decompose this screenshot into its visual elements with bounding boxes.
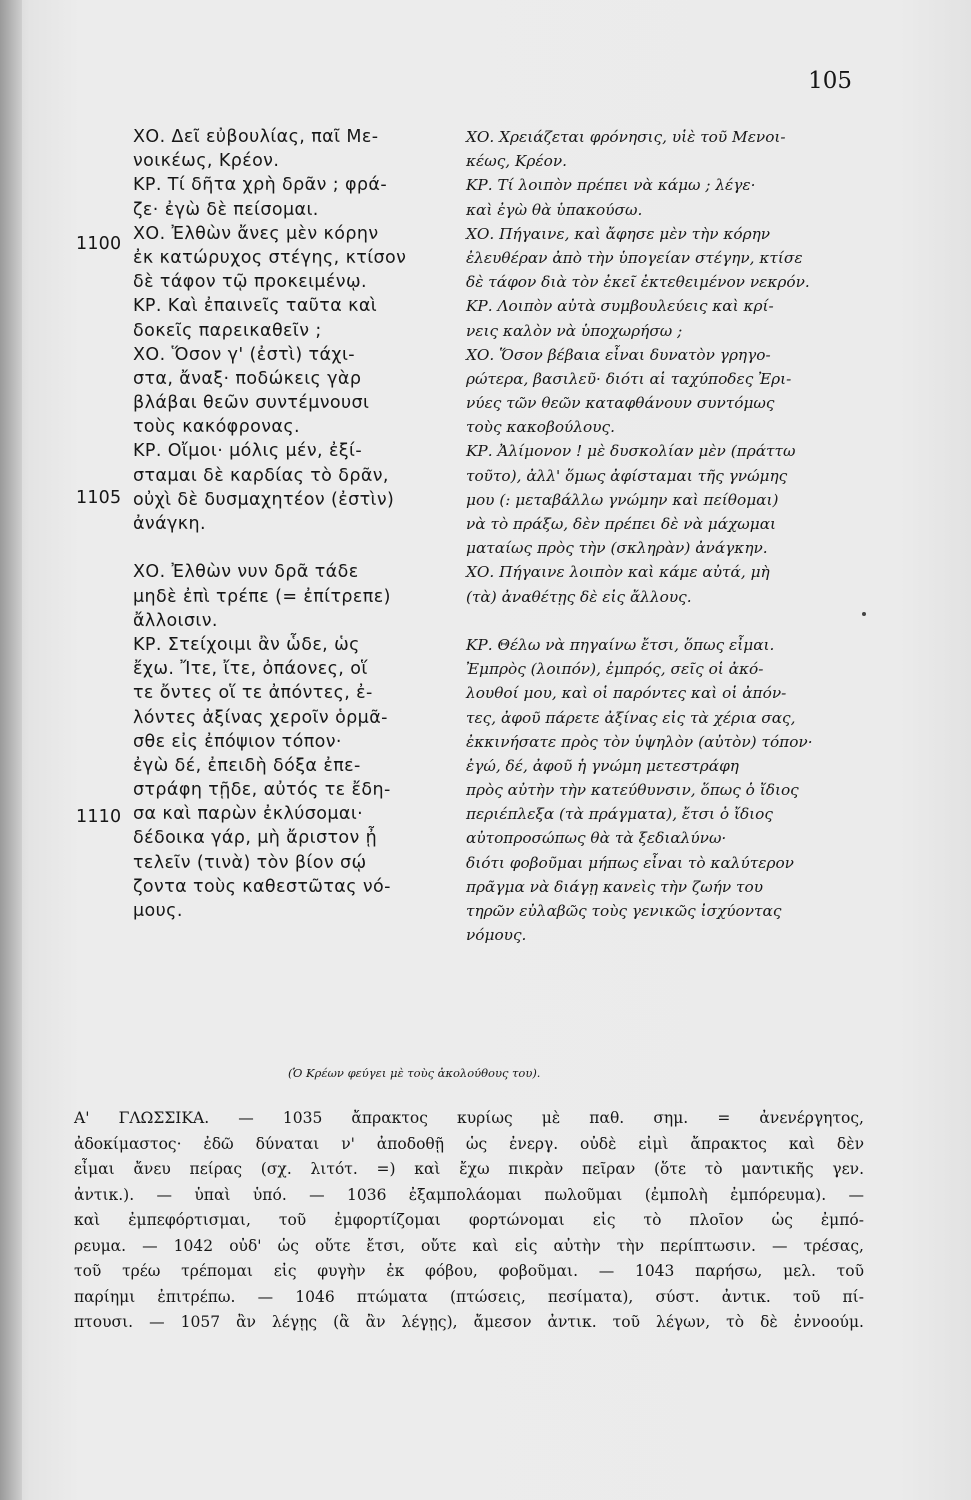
greek-line: ΧΟ. Ἐλθὼν ἄνες μὲν κόρην	[133, 223, 379, 244]
translation-line: ΚΡ. Λοιπὸν αὐτὰ συμβουλεύεις καὶ κρί-	[466, 297, 774, 316]
greek-line: οὐχὶ δὲ δυσμαχητέον (ἐστὶν)	[133, 489, 395, 510]
translation-line: ἐλευθέραν ἀπὸ τὴν ὑπογείαν στέγην, κτίσε	[466, 248, 803, 267]
greek-line: ΚΡ. Στείχοιμι ἂν ὧδε, ὡς	[133, 634, 360, 655]
glossary-line: ρευμα. — 1042 οὐδ' ὡς οὔτε ἔτσι, οὔτε καὶ εἰς αὐτὴν τὴν περίπτωσιν. — τρέσας,	[74, 1236, 864, 1255]
greek-line: μους.	[133, 901, 183, 921]
greek-line: ΚΡ. Καὶ ἐπαινεῖς ταῦτα καὶ	[133, 296, 378, 317]
page-number: 105	[808, 68, 852, 94]
glossary-section	[74, 1106, 864, 1336]
greek-line: νοικέως, Κρέον.	[133, 151, 280, 172]
translation-line: ΧΟ. Πήγαινε, καὶ ἄφησε μὲν τὴν κόρην	[466, 224, 771, 243]
greek-line: δέδοικα γάρ, μὴ ἄριστον ᾖ	[133, 828, 378, 849]
greek-line: στράφη τῇδε, αὐτός τε ἔδη-	[133, 780, 391, 801]
translation-column	[466, 125, 856, 947]
translation-line: καὶ ἐγὼ θὰ ὑπακούσω.	[466, 200, 643, 219]
translation-line: ΚΡ. Τί λοιπὸν πρέπει νὰ κάμω ; λέγε·	[466, 176, 756, 195]
greek-line: ζε· ἐγὼ δὲ πείσομαι.	[133, 199, 319, 220]
translation-line: τηρῶν εὐλαβῶς τοὺς γενικῶς ἰσχύοντας	[466, 902, 782, 920]
glossary-line: πτουσι. — 1057 ἂν λέγῃς (ἃ ἂν λέγῃς), ἄμεσον ἀντικ. τοῦ λέγων, τὸ δὲ ἐννοούμ.	[74, 1313, 864, 1331]
greek-line: ΚΡ. Οἴμοι· μόλις μέν, ἐξί-	[133, 441, 363, 462]
greek-line: λόντες ἀξίνας χεροῖν ὁρμᾶ-	[133, 707, 388, 728]
translation-line: διότι φοβοῦμαι μήπως εἶναι τὸ καλύτερον	[466, 853, 794, 872]
greek-line: ἐκ κατώρυχος στέγης, κτίσον	[133, 247, 407, 268]
greek-line: δὲ τάφον τῷ προκειμένῳ.	[133, 272, 367, 293]
translation-line: νύες τῶν θεῶν καταφθάνουν συντόμως	[466, 394, 775, 413]
greek-line: μηδὲ ἐπὶ τρέπε (= ἐπίτρεπε)	[133, 586, 391, 607]
translation-line: τοὺς κακοβούλους.	[466, 418, 615, 437]
translation-line: (τὰ) ἀναθέτῃς δὲ εἰς ἄλλους.	[466, 587, 692, 606]
greek-line: ἐγὼ δέ, ἐπειδὴ δόξα ἐπε-	[133, 755, 361, 776]
greek-line: ἔχω. Ἴτε, ἴτε, ὀπάονες, οἵ	[133, 659, 368, 680]
translation-line: πρᾶγμα νὰ διάγῃ κανεὶς τὴν ζωήν του	[466, 877, 763, 896]
translation-line: ἐγώ, δέ, ἀφοῦ ἡ γνώμη μετεστράφη	[466, 756, 739, 775]
translation-line: πρὸς αὐτὴν τὴν κατεύθυνσιν, ὅπως ὁ ἴδιος	[466, 781, 799, 800]
translation-line: περιέπλεξα (τὰ πράγματα), ἔτσι ὁ ἴδιος	[466, 805, 773, 824]
greek-line: σθε εἰς ἐπόψιον τόπον·	[133, 731, 342, 752]
greek-line: βλάβαι θεῶν συντέμνουσι	[133, 393, 370, 414]
glossary-line: τοῦ τρέω τρέπομαι εἰς φυγὴν ἐκ φόβου, φοβοῦμαι. — 1043 παρήσω, μελ. τοῦ	[74, 1262, 864, 1280]
translation-line: δὲ τάφον διὰ τὸν ἐκεῖ ἐκτεθειμένον νεκρόν.	[466, 273, 810, 292]
translation-line: ρώτερα, βασιλεῦ· διότι αἱ ταχύποδες Ἐρι-	[466, 369, 792, 388]
glossary-line: ἀντικ.). — ὑπαὶ ὑπό. — 1036 ἐξαμπολάομαι πωλοῦμαι (ἐμπολὴ ἐμπόρευμα). —	[74, 1185, 864, 1204]
translation-line: τοῦτο), ἀλλ' ὅμως ἀφίσταμαι τῆς γνώμης	[466, 466, 788, 485]
glossary-line: εἶμαι ἄνευ πείρας (σχ. λιτότ. =) καὶ ἔχω πικρὰν πεῖραν (ὅτε τὸ μαντικῆς γεν.	[74, 1160, 864, 1178]
translation-line: αὐτοπροσώπως θὰ τὰ ξεδιαλύνω·	[466, 829, 727, 848]
greek-line: δοκεῖς παρεικαθεῖν ;	[133, 320, 322, 341]
greek-line-spacer	[133, 536, 433, 560]
greek-line: ἀνάγκη.	[133, 514, 206, 534]
greek-line: σταμαι δὲ καρδίας τὸ δρᾶν,	[133, 465, 389, 486]
translation-line: τες, ἀφοῦ πάρετε ἀξίνας εἰς τὰ χέρια σας,	[466, 708, 796, 727]
greek-line: ἄλλοισιν.	[133, 610, 218, 631]
greek-line: τελεῖν (τινὰ) τὸν βίον σῴ	[133, 852, 367, 873]
translation-line: νόμους.	[466, 926, 527, 945]
translation-line: ἐκκινήσατε πρὸς τὸν ὑψηλὸν (αὐτὸν) τόπον·	[466, 732, 813, 751]
greek-line: ΚΡ. Τί δῆτα χρὴ δρᾶν ; φρά-	[133, 175, 388, 196]
translation-line-spacer	[466, 609, 856, 633]
glossary-line: ἀδοκίμαστος· ἐδῶ δύναται ν' ἀποδοθῇ ὡς ἐνεργ. οὐδὲ εἰμὶ ἄπρακτος καὶ δὲν	[74, 1134, 864, 1153]
translation-line: ΧΟ. Χρειάζεται φρόνησις, υἱὲ τοῦ Μενοι-	[466, 128, 786, 146]
line-number-1105: 1105	[76, 488, 122, 508]
translation-line: ΧΟ. Πήγαινε λοιπὸν καὶ κάμε αὐτά, μὴ	[466, 563, 770, 582]
greek-line: ζοντα τοὺς καθεστῶτας νό-	[133, 876, 391, 897]
translation-line: λουθοί μου, καὶ οἱ παρόντες καὶ οἱ ἀπόν-	[466, 684, 787, 703]
translation-line: Ἐμπρὸς (λοιπόν), ἐμπρός, σεῖς οἱ ἀκό-	[466, 660, 764, 679]
stage-direction: (Ὁ Κρέων φεύγει μὲ τοὺς ἀκολούθους του).	[288, 1066, 541, 1080]
glossary-line: παρίημι ἐπιτρέπω. — 1046 πτώματα (πτώσεις, πεσίματα), σύστ. ἀντικ. τοῦ πί-	[74, 1287, 864, 1306]
translation-line: ματαίως πρὸς τὴν (σκληρὰν) ἀνάγκην.	[466, 539, 768, 558]
glossary-line: Α' ΓΛΩΣΣΙΚΑ. — 1035 ἄπρακτος κυρίως μὲ παθ. σημ. = ἀνενέργητος,	[74, 1109, 864, 1127]
greek-line: ΧΟ. Ὅσον γ' (ἐστὶ) τάχι-	[133, 344, 355, 365]
translation-line: ΚΡ. Θέλω νὰ πηγαίνω ἔτσι, ὅπως εἶμαι.	[466, 635, 775, 654]
line-number-1110: 1110	[76, 807, 122, 827]
translation-line: νεις καλὸν νὰ ὑποχωρήσω ;	[466, 321, 683, 340]
glossary-line: καὶ ἐμπεφόρτισμαι, τοῦ ἐμφορτίζομαι φορτώνομαι εἰς τὸ πλοῖον ὡς ἐμπό-	[74, 1211, 864, 1229]
greek-line: στα, ἄναξ· ποδώκεις γὰρ	[133, 368, 362, 389]
translation-line: νὰ τὸ πράξω, δὲν πρέπει δὲ νὰ μάχωμαι	[466, 515, 777, 533]
ink-dot-mark	[862, 612, 866, 616]
translation-line: κέως, Κρέον.	[466, 152, 568, 171]
greek-line: τοὺς κακόφρονας.	[133, 417, 300, 438]
page-gutter-shadow	[0, 0, 22, 1500]
greek-line: σα καὶ παρὼν ἐκλύσομαι·	[133, 804, 364, 825]
greek-line: ΧΟ. Δεῖ εὐβουλίας, παῖ Με-	[133, 127, 379, 147]
greek-line: τε ὄντες οἵ τε ἀπόντες, ἐ-	[133, 683, 373, 704]
translation-line: μου (: μεταβάλλω γνώμην καὶ πείθομαι)	[466, 490, 779, 509]
greek-text-column	[133, 125, 433, 923]
translation-line: ΚΡ. Ἀλίμονον ! μὲ δυσκολίαν μὲν (πράττω	[466, 442, 796, 461]
line-number-1100: 1100	[76, 234, 122, 254]
greek-line: ΧΟ. Ἐλθὼν νυν δρᾶ τάδε	[133, 562, 359, 583]
translation-line: ΧΟ. Ὅσον βέβαια εἶναι δυνατὸν γρηγο-	[466, 345, 771, 364]
